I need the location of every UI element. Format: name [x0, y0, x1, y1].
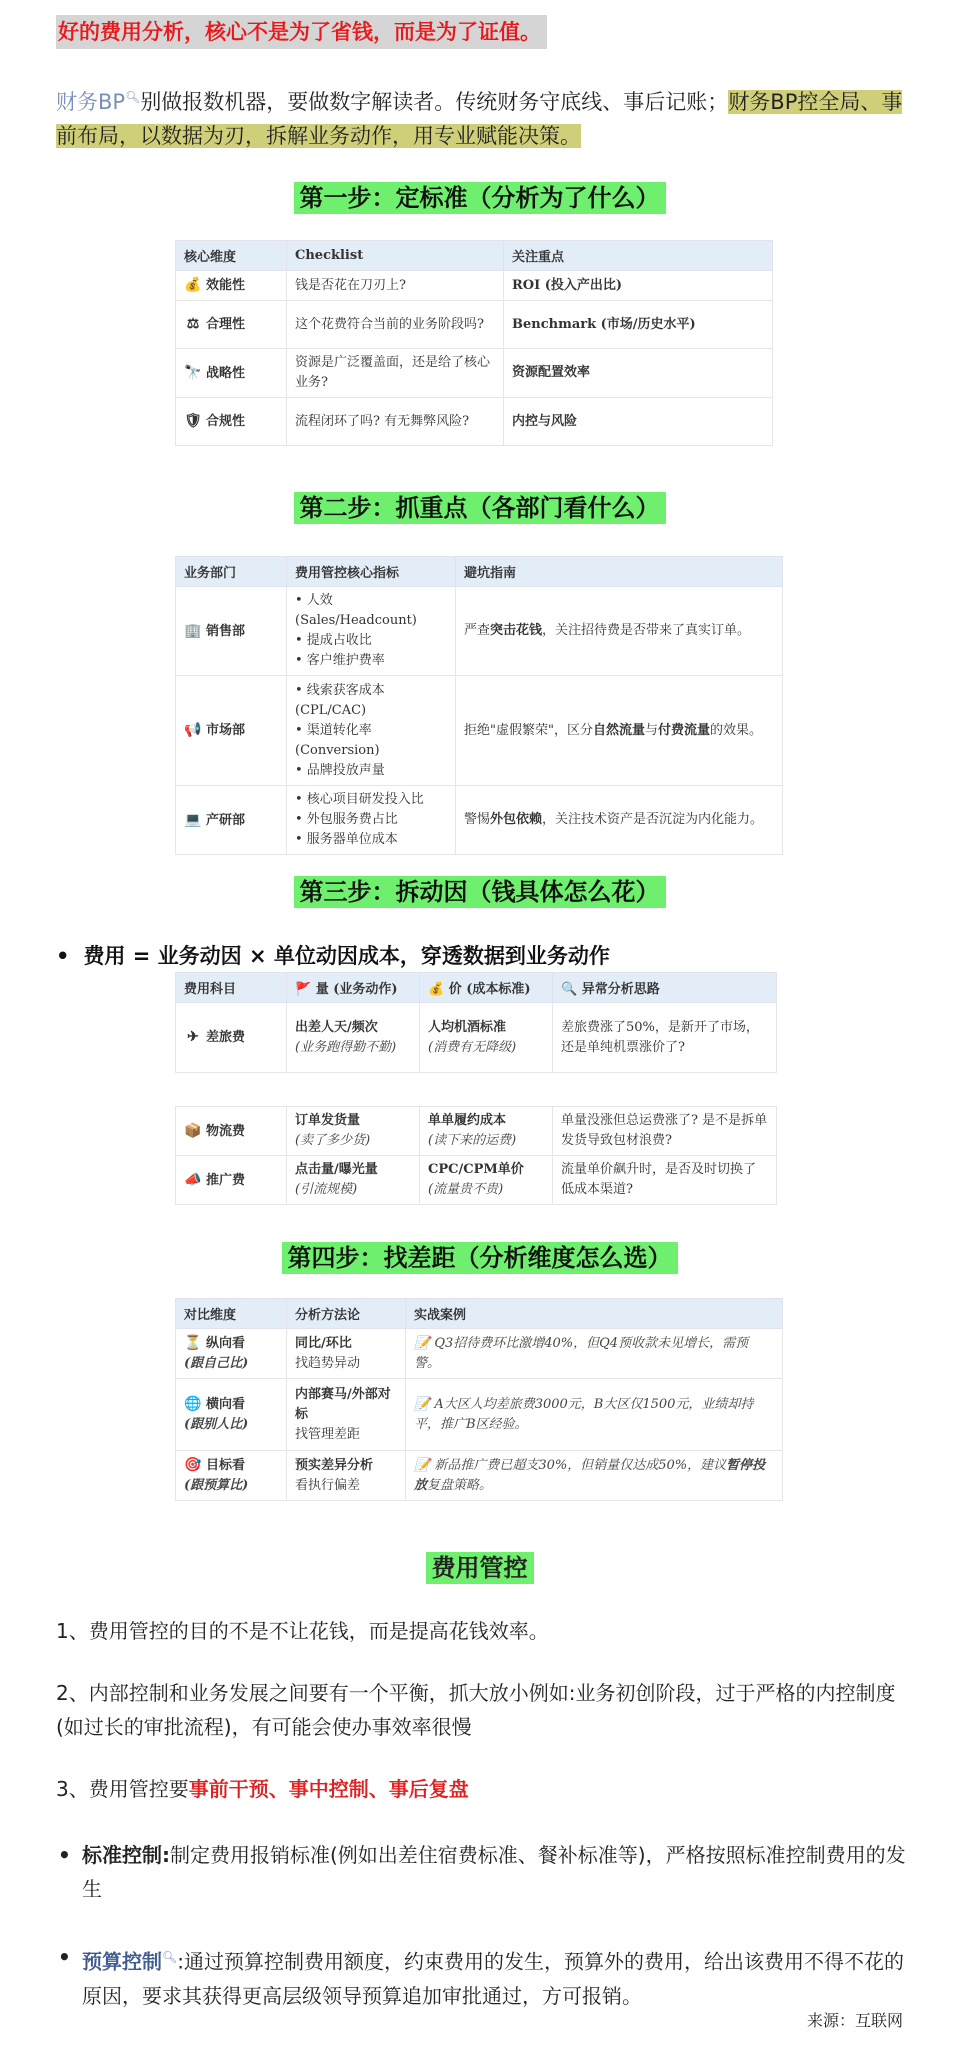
table-row: 📦 物流费 订单发货量 (卖了多少货) 单单履约成本 (读下来的运费) 单量没涨但总运费涨了? 是不是拆单发货导致包材浪费? [176, 1107, 777, 1156]
table-row: 🎯 目标看 (跟预算比) 预实差异分析 看执行偏差 📝 新品推广费已超支30%，但销量仅达成50%，建议暂停投放复盘策略。 [176, 1451, 783, 1501]
step2-header-dept: 业务部门 [176, 557, 287, 587]
table-gap [176, 1073, 777, 1107]
step2-heading: 第二步：抓重点（各部门看什么） [0, 488, 959, 523]
step3-bullet: • 费用 = 业务动因 × 单位动因成本，穿透数据到业务动作 [56, 940, 610, 970]
source-note: 来源：互联网 [806, 2011, 903, 2030]
step1-header-check: Checklist [287, 241, 504, 271]
shield-icon: 🛡 [184, 413, 202, 429]
control-heading: 费用管控 [0, 1548, 959, 1583]
step3-header-price: 💰 价 (成本标准) [420, 973, 553, 1003]
telescope-icon: 🔭 [184, 364, 202, 381]
step3-table [175, 972, 777, 1205]
table-row: 🔭 战略性 资源是广泛覆盖面，还是给了核心业务? 资源配置效率 [176, 349, 773, 398]
money-bag-icon: 💰 [184, 277, 202, 293]
budget-control-link[interactable]: 预算控制 [82, 1949, 162, 1974]
step1-table [175, 240, 773, 446]
laptop-icon: 💻 [184, 811, 202, 828]
loudspeaker-icon: 📣 [184, 1171, 202, 1188]
table-row: 📢 市场部 • 线索获客成本 (CPL/CAC) • 渠道转化率 (Conversion) • 品牌投放声量 拒绝"虚假繁荣"，区分自然流量与付费流量的效果。 [176, 676, 783, 786]
table-row: 🌐 横向看 (跟别人比) 内部赛马/外部对标 找管理差距 📝 A大区人均差旅费3000元，B大区仅1500元，业绩却持平，推广B区经验。 [176, 1379, 783, 1451]
step2-table [175, 556, 783, 855]
step3-heading: 第三步：拆动因（钱具体怎么花） [0, 872, 959, 907]
step1-header-dim: 核心维度 [176, 241, 287, 271]
step1-header-focus: 关注重点 [504, 241, 773, 271]
step1-heading: 第一步：定标准（分析为了什么） [0, 178, 959, 213]
control-p3: 3、费用管控要事前干预、事中控制、事后复盘 [56, 1777, 469, 1801]
table-row: 💰 效能性 钱是否花在刀刃上? ROI (投入产出比) [176, 271, 773, 301]
control-p1: 1、费用管控的目的不是不让花钱，而是提高花钱效率。 [56, 1619, 549, 1643]
step3-header-idea: 🔍 异常分析思路 [553, 973, 777, 1003]
search-mark-icon: 🔍︎ [125, 90, 141, 104]
target-icon: 🎯 [184, 1457, 202, 1473]
package-icon: 📦 [184, 1122, 202, 1139]
control-p2: 2、内部控制和业务发展之间要有一个平衡，抓大放小例如:业务初创阶段，过于严格的内控制度(如过长的审批流程)，有可能会使办事效率很慢 [56, 1681, 896, 1739]
airplane-icon: ✈ [187, 1029, 199, 1045]
table-row: 💻 产研部 • 核心项目研发投入比 • 外包服务费占比 • 服务器单位成本 警惕外包依赖，关注技术资产是否沉淀为内化能力。 [176, 786, 783, 855]
globe-icon: 🌐 [184, 1396, 202, 1412]
scales-icon: ⚖ [186, 316, 200, 332]
hourglass-icon: ⏳ [184, 1335, 202, 1351]
step2-header-guide: 避坑指南 [456, 557, 783, 587]
table-row: ⚖ 合理性 这个花费符合当前的业务阶段吗? Benchmark (市场/历史水平) [176, 301, 773, 349]
step2-header-metrics: 费用管控核心指标 [287, 557, 456, 587]
table-row: ⏳ 纵向看 (跟自己比) 同比/环比 找趋势异动 📝 Q3招待费环比激增40%，但Q4预收款未见增长，需预警。 [176, 1329, 783, 1379]
step4-header-case: 实战案例 [406, 1299, 783, 1329]
table-row: ✈ 差旅费 出差人天/频次 (业务跑得勤不勤) 人均机酒标准 (消费有无降级) 差旅费涨了50%，是新开了市场，还是单纯机票涨价了? [176, 1003, 777, 1073]
intro-part2-highlight: 财务BP控全局、事前布局，以数据为刃，拆解业务动作，用专业赋能决策。 [56, 90, 903, 148]
intro-part1: 别做报数机器，要做数字解读者。传统财务守底线、事后记账； [140, 90, 729, 114]
list-item-budget-control: • 预算控制🔍︎:通过预算控制费用额度，约束费用的发生，预算外的费用，给出该费用不得不花的原因，要求其获得更高层级领导预算追加审批通过，方可报销。 [56, 1940, 916, 2013]
step4-header-dim: 对比维度 [176, 1299, 287, 1329]
intro-paragraph [56, 80, 906, 153]
table-row: 🛡 合规性 流程闭环了吗? 有无舞弊风险? 内控与风险 [176, 398, 773, 446]
megaphone-icon: 📢 [184, 722, 202, 738]
search-mark-icon: 🔍︎ [162, 1950, 178, 1964]
office-building-icon: 🏢 [184, 622, 202, 639]
top-title: 好的费用分析，核心不是为了省钱，而是为了证值。 [56, 15, 547, 49]
step3-header-qty: 🚩 量 (业务动作) [287, 973, 420, 1003]
table-row: 📣 推广费 点击量/曝光量 (引流规模) CPC/CPM单价 (流量贵不贵) 流量单价飙升时，是否及时切换了低成本渠道? [176, 1156, 777, 1205]
step4-table [175, 1298, 783, 1501]
table-row: 🏢 销售部 • 人效 (Sales/Headcount) • 提成占收比 • 客户维护费率 严查突击花钱，关注招待费是否带来了真实订单。 [176, 587, 783, 676]
step3-header-subject: 费用科目 [176, 973, 287, 1003]
list-item-standard-control: • 标准控制:制定费用报销标准(例如出差住宿费标准、餐补标准等)，严格按照标准控制费用的发生 [56, 1838, 916, 1906]
finance-bp-link[interactable]: 财务BP [56, 90, 126, 114]
step4-heading: 第四步：找差距（分析维度怎么选） [0, 1238, 959, 1273]
step4-header-method: 分析方法论 [287, 1299, 406, 1329]
